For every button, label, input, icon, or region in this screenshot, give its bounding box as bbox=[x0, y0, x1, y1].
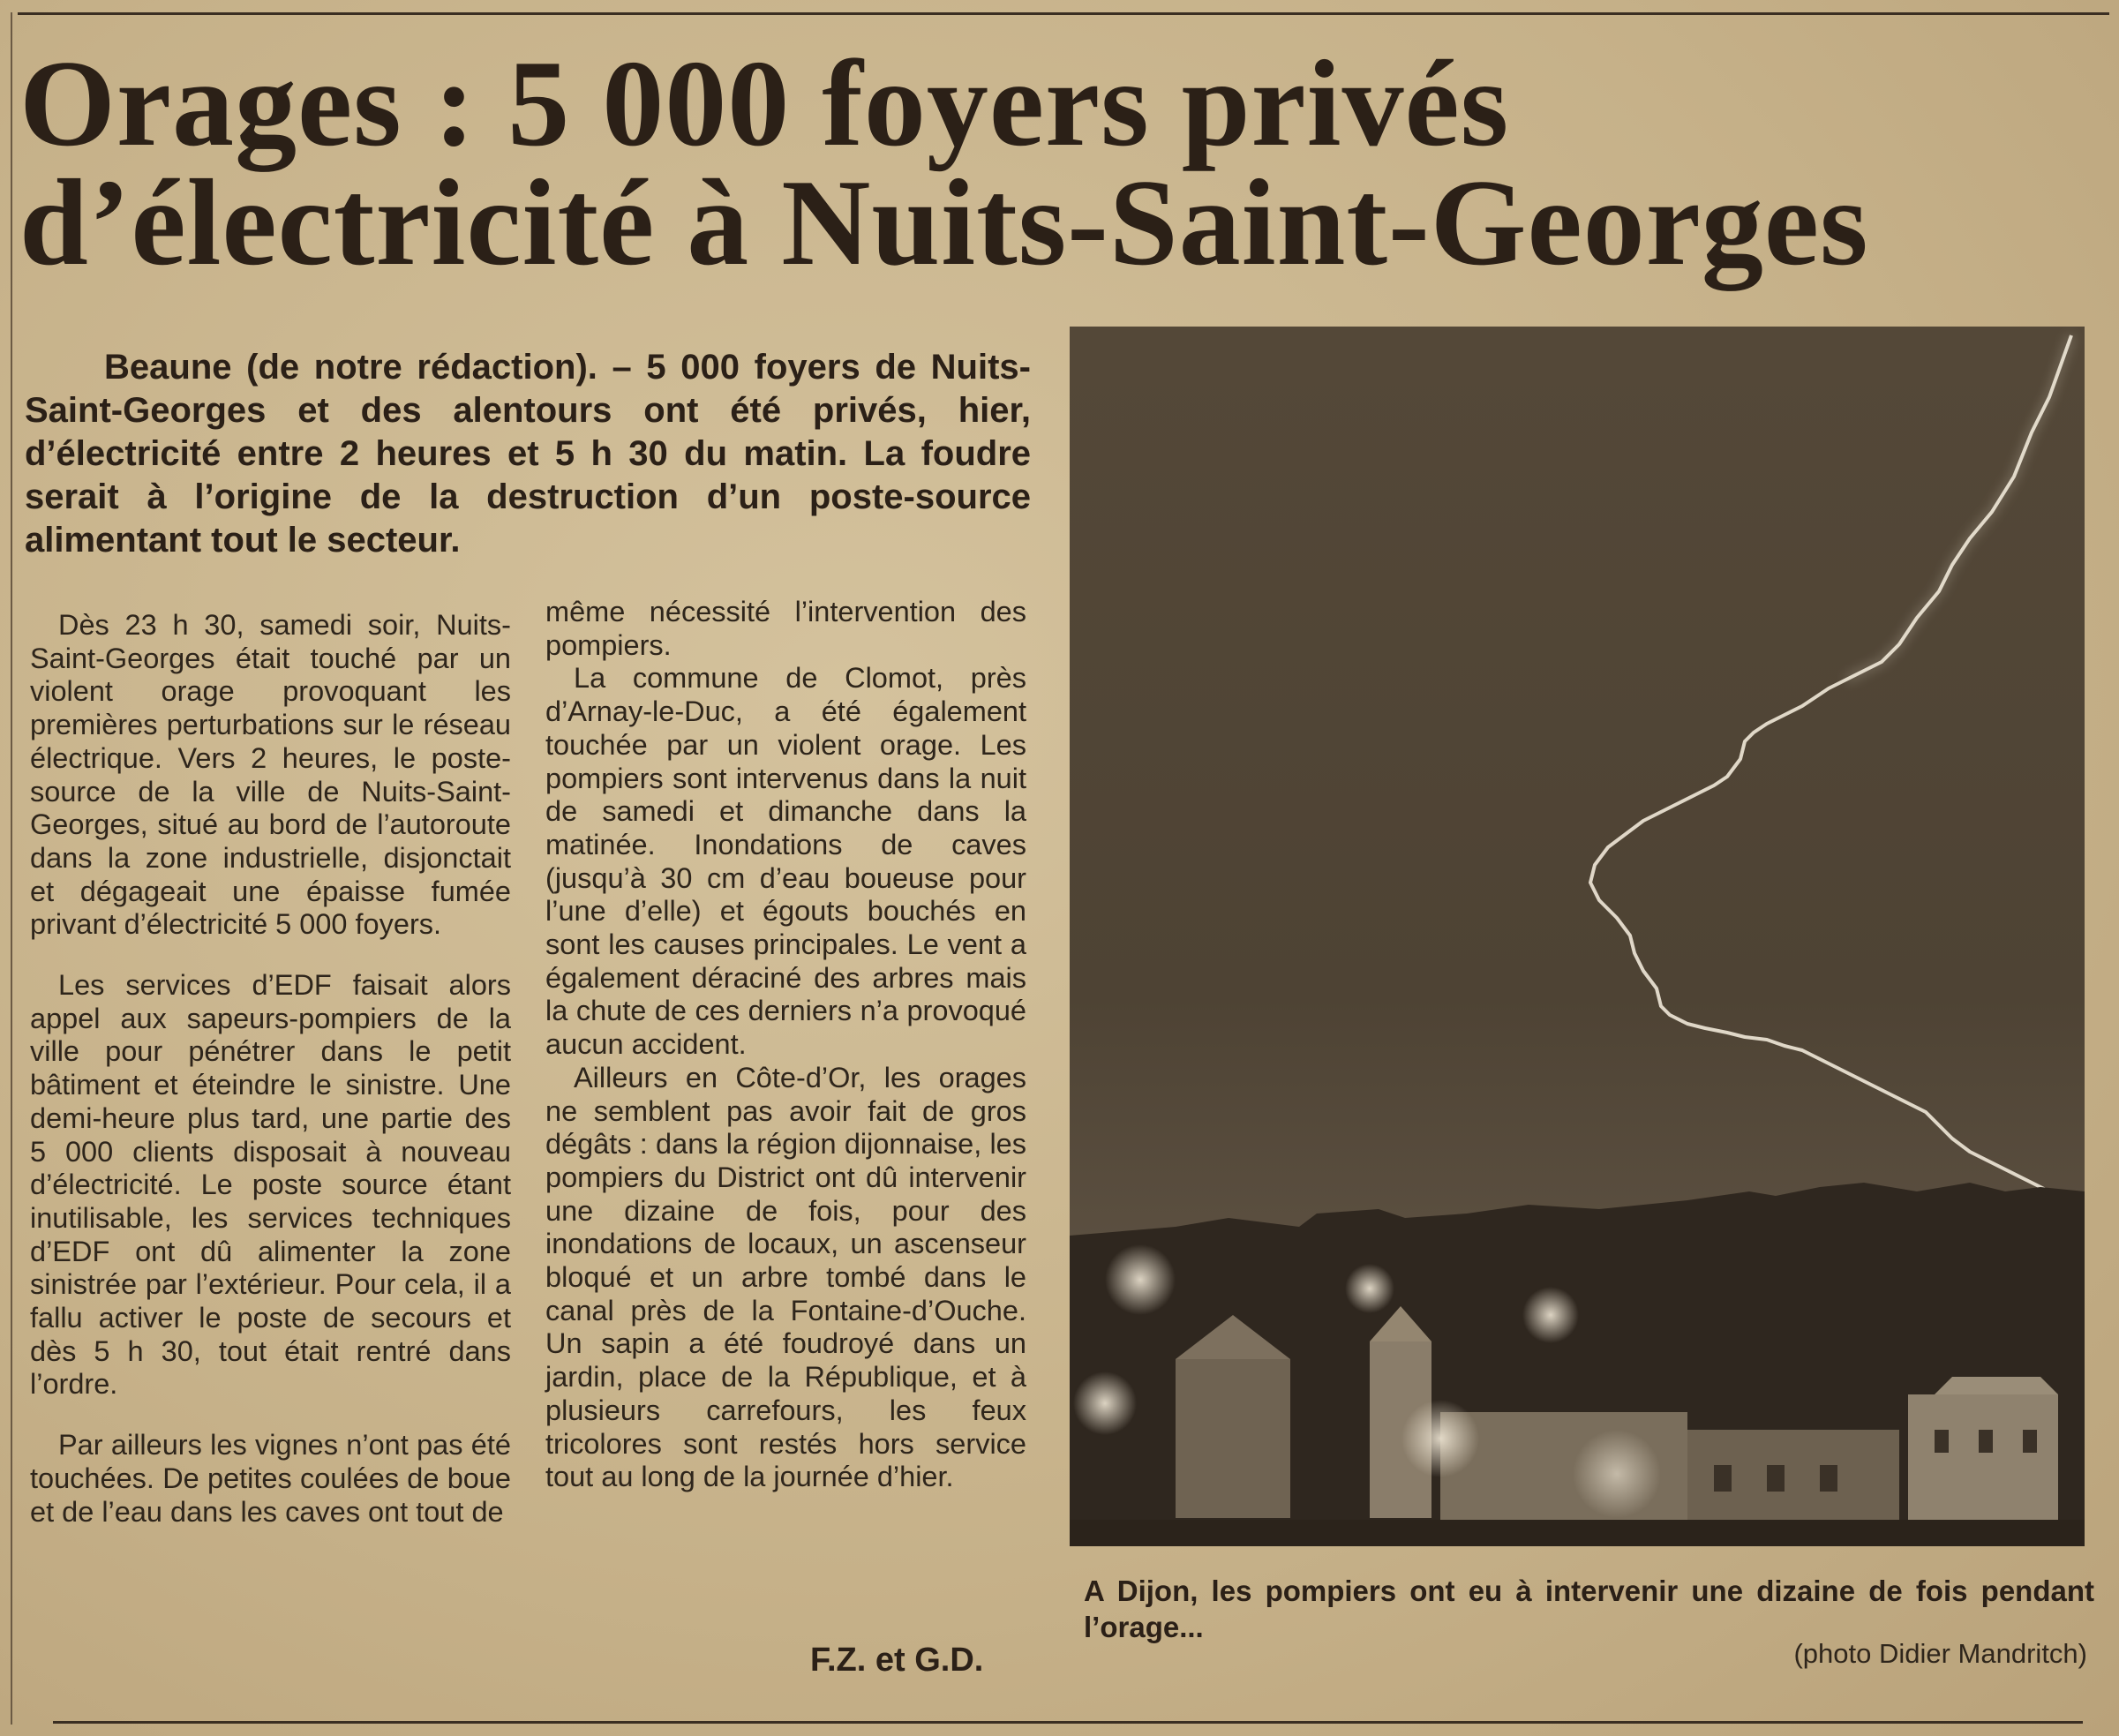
column-2-paragraph: La commune de Clomot, près d’Arnay-le-Duc, a été également touchée par un violent orage. Les pompiers sont intervenus dans la nuit de samedi et dimanche dans la matinée. Inondations de caves (jusqu’à 30 cm d’eau boueuse pour l’une d’elle) et égouts bouchés en sont les causes principales. Le vent a également déraciné des arbres mais la chute de ces derniers n’a provoqué aucun accident. bbox=[545, 662, 1026, 1061]
column-1-paragraph: Les services d’EDF faisait alors appel aux sapeurs-pompiers de la ville pour pénétrer dans le petit bâtiment et éteindre le sinistre. Une demi-heure plus tard, une partie des 5 000 clients disposait à nouveau d’électricité. Le poste source étant inutilisable, les services techniques d’EDF ont dû alimenter la zone sinistrée par l’extérieur. Pour cela, il a fallu activer le poste de secours et dès 5 h 30, tout était rentré dans l’ordre. bbox=[30, 969, 511, 1401]
article-byline: F.Z. et G.D. bbox=[810, 1642, 984, 1679]
article-headline bbox=[19, 35, 2102, 291]
headline-line-1: Orages : 5 000 foyers privés bbox=[19, 35, 1510, 172]
photo-credit: (photo Didier Mandritch) bbox=[1793, 1638, 2087, 1669]
column-1-paragraph: Par ailleurs les vignes n’ont pas été touchées. De petites coulées de boue et de l’eau dans les caves ont tout de bbox=[30, 1429, 511, 1528]
photo-caption: A Dijon, les pompiers ont eu à intervenir une dizaine de fois pendant l’orage... bbox=[1084, 1574, 2094, 1643]
bottom-rule bbox=[53, 1721, 2083, 1724]
headline-line-2: d’électricité à Nuits-Saint-Georges bbox=[19, 154, 1869, 291]
article-column-1 bbox=[30, 609, 511, 1529]
column-2-paragraph: même nécessité l’intervention des pompiers. bbox=[545, 596, 1026, 661]
article-column-2 bbox=[545, 596, 1026, 1494]
left-rule bbox=[11, 12, 12, 1725]
article-lede: Beaune (de notre rédaction). – 5 000 foyers de Nuits-Saint-Georges et des alentours ont été privés, hier, d’électricité entre 2 heures et 5 h 30 du matin. La foudre serait à l’origine de la destruction d’un poste-source alimentant tout le secteur. bbox=[25, 348, 1031, 560]
column-1-paragraph: Dès 23 h 30, samedi soir, Nuits-Saint-Georges était touché par un violent orage provoquant les premières perturbations sur le réseau électrique. Vers 2 heures, le poste-source de la ville de Nuits-Saint-Georges, situé au bord de l’autoroute dans la zone industrielle, disjonctait et dégageait une épaisse fumée privant d’électricité 5 000 foyers. bbox=[30, 609, 511, 941]
top-rule bbox=[18, 12, 2109, 15]
column-2-paragraph: Ailleurs en Côte-d’Or, les orages ne semblent pas avoir fait de gros dégâts : dans la région dijonnaise, les pompiers du District ont dû intervenir une dizaine de fois, pour des inondations de locaux, un ascenseur bloqué et un arbre tombé dans le canal près de la Fontaine-d’Ouche. Un sapin a été foudroyé dans un jardin, place de la République, et à plusieurs carrefours, les feux tricolores sont restés hors service tout au long de la journée d’hier. bbox=[545, 1061, 1026, 1493]
lightning-photo bbox=[1070, 327, 2085, 1546]
